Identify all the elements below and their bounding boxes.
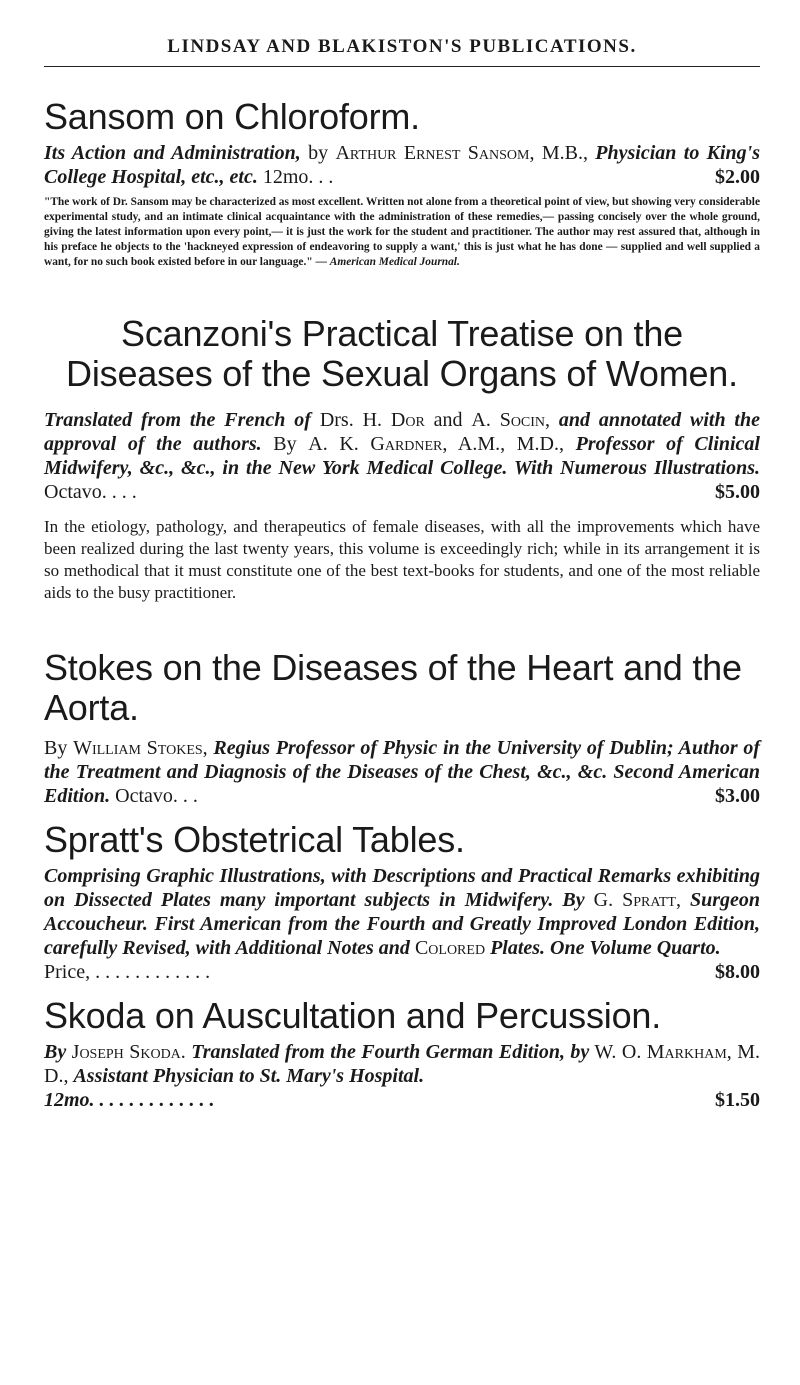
entry-description (44, 1040, 760, 1088)
author-name: H. Dor (362, 409, 425, 431)
format: Octavo. . . (110, 785, 198, 807)
review-quote (44, 195, 760, 270)
desc-plain: M.B., (534, 142, 596, 164)
entry-scanzoni (44, 314, 760, 604)
review-text: "The work of Dr. Sansom may be characterized as most excellent. Written not alone from a theoretical point of view, but showing very considerable experimental study, and an intimate clinical acquaintance with the administration of these remedies,— passing concisely over the whole ground, giving the latest information upon every point,— it is just the work for the student and practitioner. The author may rest assured that, although in his preface he objects to the 'hackneyed expression of endeavoring to supply a want,' this is just what he has done — supplied and well supplied a want, for no such book existed before in our language." — (44, 196, 760, 268)
author-name: Arthur Ernest Sansom, (335, 142, 535, 164)
entry-title: Stokes on the Diseases of the Heart and the Aorta. (44, 647, 742, 728)
desc-italic: By (44, 1041, 67, 1063)
author-name: William Stokes, (73, 737, 208, 759)
desc-italic: Comprising Graphic Illustrations, with Descriptions and Practical Remarks exhibiting on Dissected Plates many important subjects in Midwifery. By (44, 865, 760, 911)
entry-title: Scanzoni's Practical Treatise on the Diseases of the Sexual Organs of Women. (66, 313, 738, 394)
desc-plain: and (424, 409, 472, 431)
format: 12mo. . . (257, 166, 334, 188)
entry-title: Spratt's Obstetrical Tables. (44, 819, 465, 860)
price-line (44, 1088, 760, 1112)
desc-plain: M. D., (44, 1041, 760, 1087)
author-name: A. Socin, (471, 409, 551, 431)
desc-italic: and annotated with the approval of the authors. (44, 409, 760, 455)
desc-italic: Professor of Clinical Midwifery, &c., &c., in the New York Medical College. With Numerous Illustrations. (44, 433, 760, 479)
price: $5.00 (715, 481, 760, 503)
entry-description (44, 141, 760, 189)
desc-italic: Assistant Physician to St. Mary's Hospital. (73, 1065, 425, 1087)
entry-description (44, 864, 760, 960)
head-rule (44, 66, 760, 67)
entry-skoda (44, 996, 760, 1112)
author-name: A. K. Gardner, (308, 433, 448, 455)
entry-title: Skoda on Auscultation and Percussion. (44, 995, 662, 1036)
price-label: Price, . . . . . . . . . . . . (44, 961, 211, 983)
entry-title: Sansom on Chloroform. (44, 96, 420, 137)
desc-italic: Regius Professor of Physic in the University of Dublin; Author of the Treatment and Diagnosis of the Diseases of the Chest, &c., &c. Second American Edition. (44, 737, 761, 807)
desc-plain: By (261, 433, 309, 455)
desc-plain: A.M., M.D., (447, 433, 576, 455)
format: Octavo. . . . (44, 481, 137, 503)
review-source: American Medical Journal. (329, 256, 460, 268)
desc-italic: Physician to King's College Hospital, etc., etc. (44, 142, 761, 188)
desc-plain: Drs. (310, 409, 363, 431)
entry-stokes (44, 648, 760, 808)
desc-italic: Translated from the French of (44, 409, 311, 431)
desc-italic: Translated from the Fourth German Edition, by (185, 1041, 590, 1063)
format: 12mo. . . . . . . . . . . . . (44, 1089, 215, 1111)
price: $1.50 (715, 1089, 760, 1111)
price: $2.00 (715, 166, 760, 188)
colored-label: Colored (409, 937, 486, 959)
price: $8.00 (715, 961, 760, 983)
price-line (44, 960, 760, 984)
entry-spratt (44, 820, 760, 984)
author-name: Joseph Skoda. (66, 1041, 186, 1063)
desc-plain: By (44, 737, 74, 759)
author-name: W. O. Markham, (589, 1041, 732, 1063)
author-name: G. Spratt, (584, 889, 681, 911)
entry-sansom (44, 97, 760, 270)
desc-italic: Surgeon Accoucheur. First American from the Fourth and Greatly Improved London Edition, carefully Revised, with Additional Notes and (44, 889, 761, 959)
entry-description (44, 408, 760, 504)
price: $3.00 (715, 785, 760, 807)
desc-by: by (300, 142, 336, 164)
desc-italic: Its Action and Administration, (44, 142, 301, 164)
running-head: LINDSAY AND BLAKISTON'S PUBLICATIONS. (167, 36, 637, 57)
desc-italic: Plates. One Volume Quarto. (485, 937, 721, 959)
entry-description (44, 736, 760, 808)
entry-body: In the etiology, pathology, and therapeutics of female diseases, with all the improvements which have been realized during the last twenty years, this volume is exceedingly rich; while in its arrangement it is so methodical that it must constitute one of the best text-books for students, and one of the most reliable aids to the busy practitioner. (44, 517, 760, 602)
